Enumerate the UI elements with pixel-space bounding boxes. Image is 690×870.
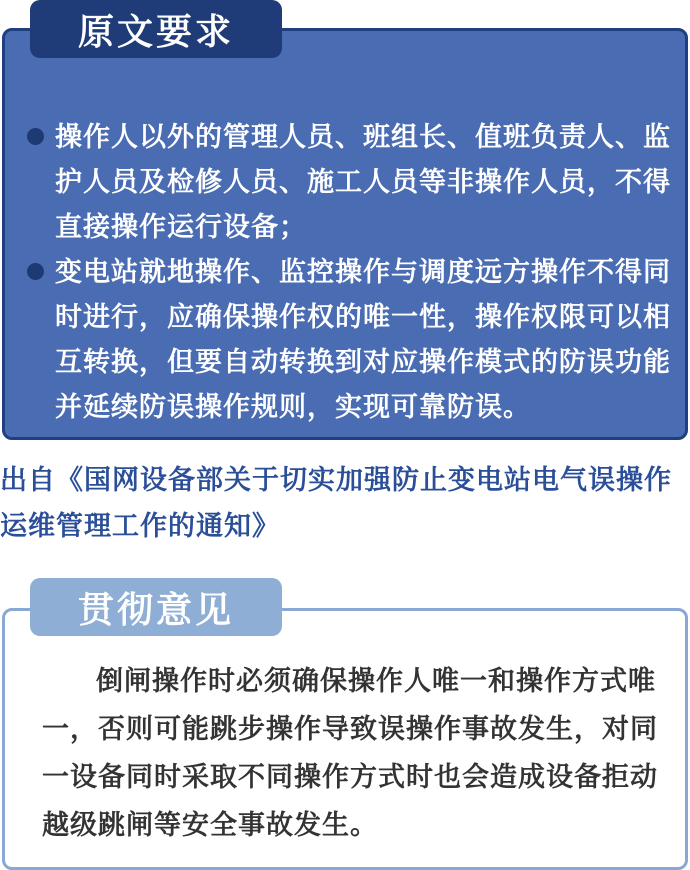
implementation-paragraph: 倒闸操作时必须确保操作人唯一和操作方式唯一，否则可能跳步操作导致误操作事故发生，对同一设备同时采取不同操作方式时也会造成设备拒动越级跳闸等安全事故发生。 bbox=[42, 666, 658, 841]
requirements-title: 原文要求 bbox=[30, 0, 282, 58]
requirement-text: 变电站就地操作、监控操作与调度远方操作不得同时进行，应确保操作权的唯一性，操作权限可以相互转换，但要自动转换到对应操作模式的防误功能并延续防误操作规则，实现可靠防误。 bbox=[55, 257, 671, 423]
bullet-icon bbox=[27, 128, 44, 145]
list-item bbox=[27, 250, 677, 430]
list-item bbox=[27, 115, 677, 250]
source-citation: 出自《国网设备部关于切实加强防止变电站电气误操作运维管理工作的通知》 bbox=[0, 465, 672, 542]
requirements-panel bbox=[2, 28, 688, 440]
requirement-text: 操作人以外的管理人员、班组长、值班负责人、监护人员及检修人员、施工人员等非操作人员，不得直接操作运行设备； bbox=[55, 122, 671, 243]
requirements-list bbox=[27, 115, 677, 430]
implementation-title: 贯彻意见 bbox=[30, 578, 282, 636]
bullet-icon bbox=[27, 263, 44, 280]
